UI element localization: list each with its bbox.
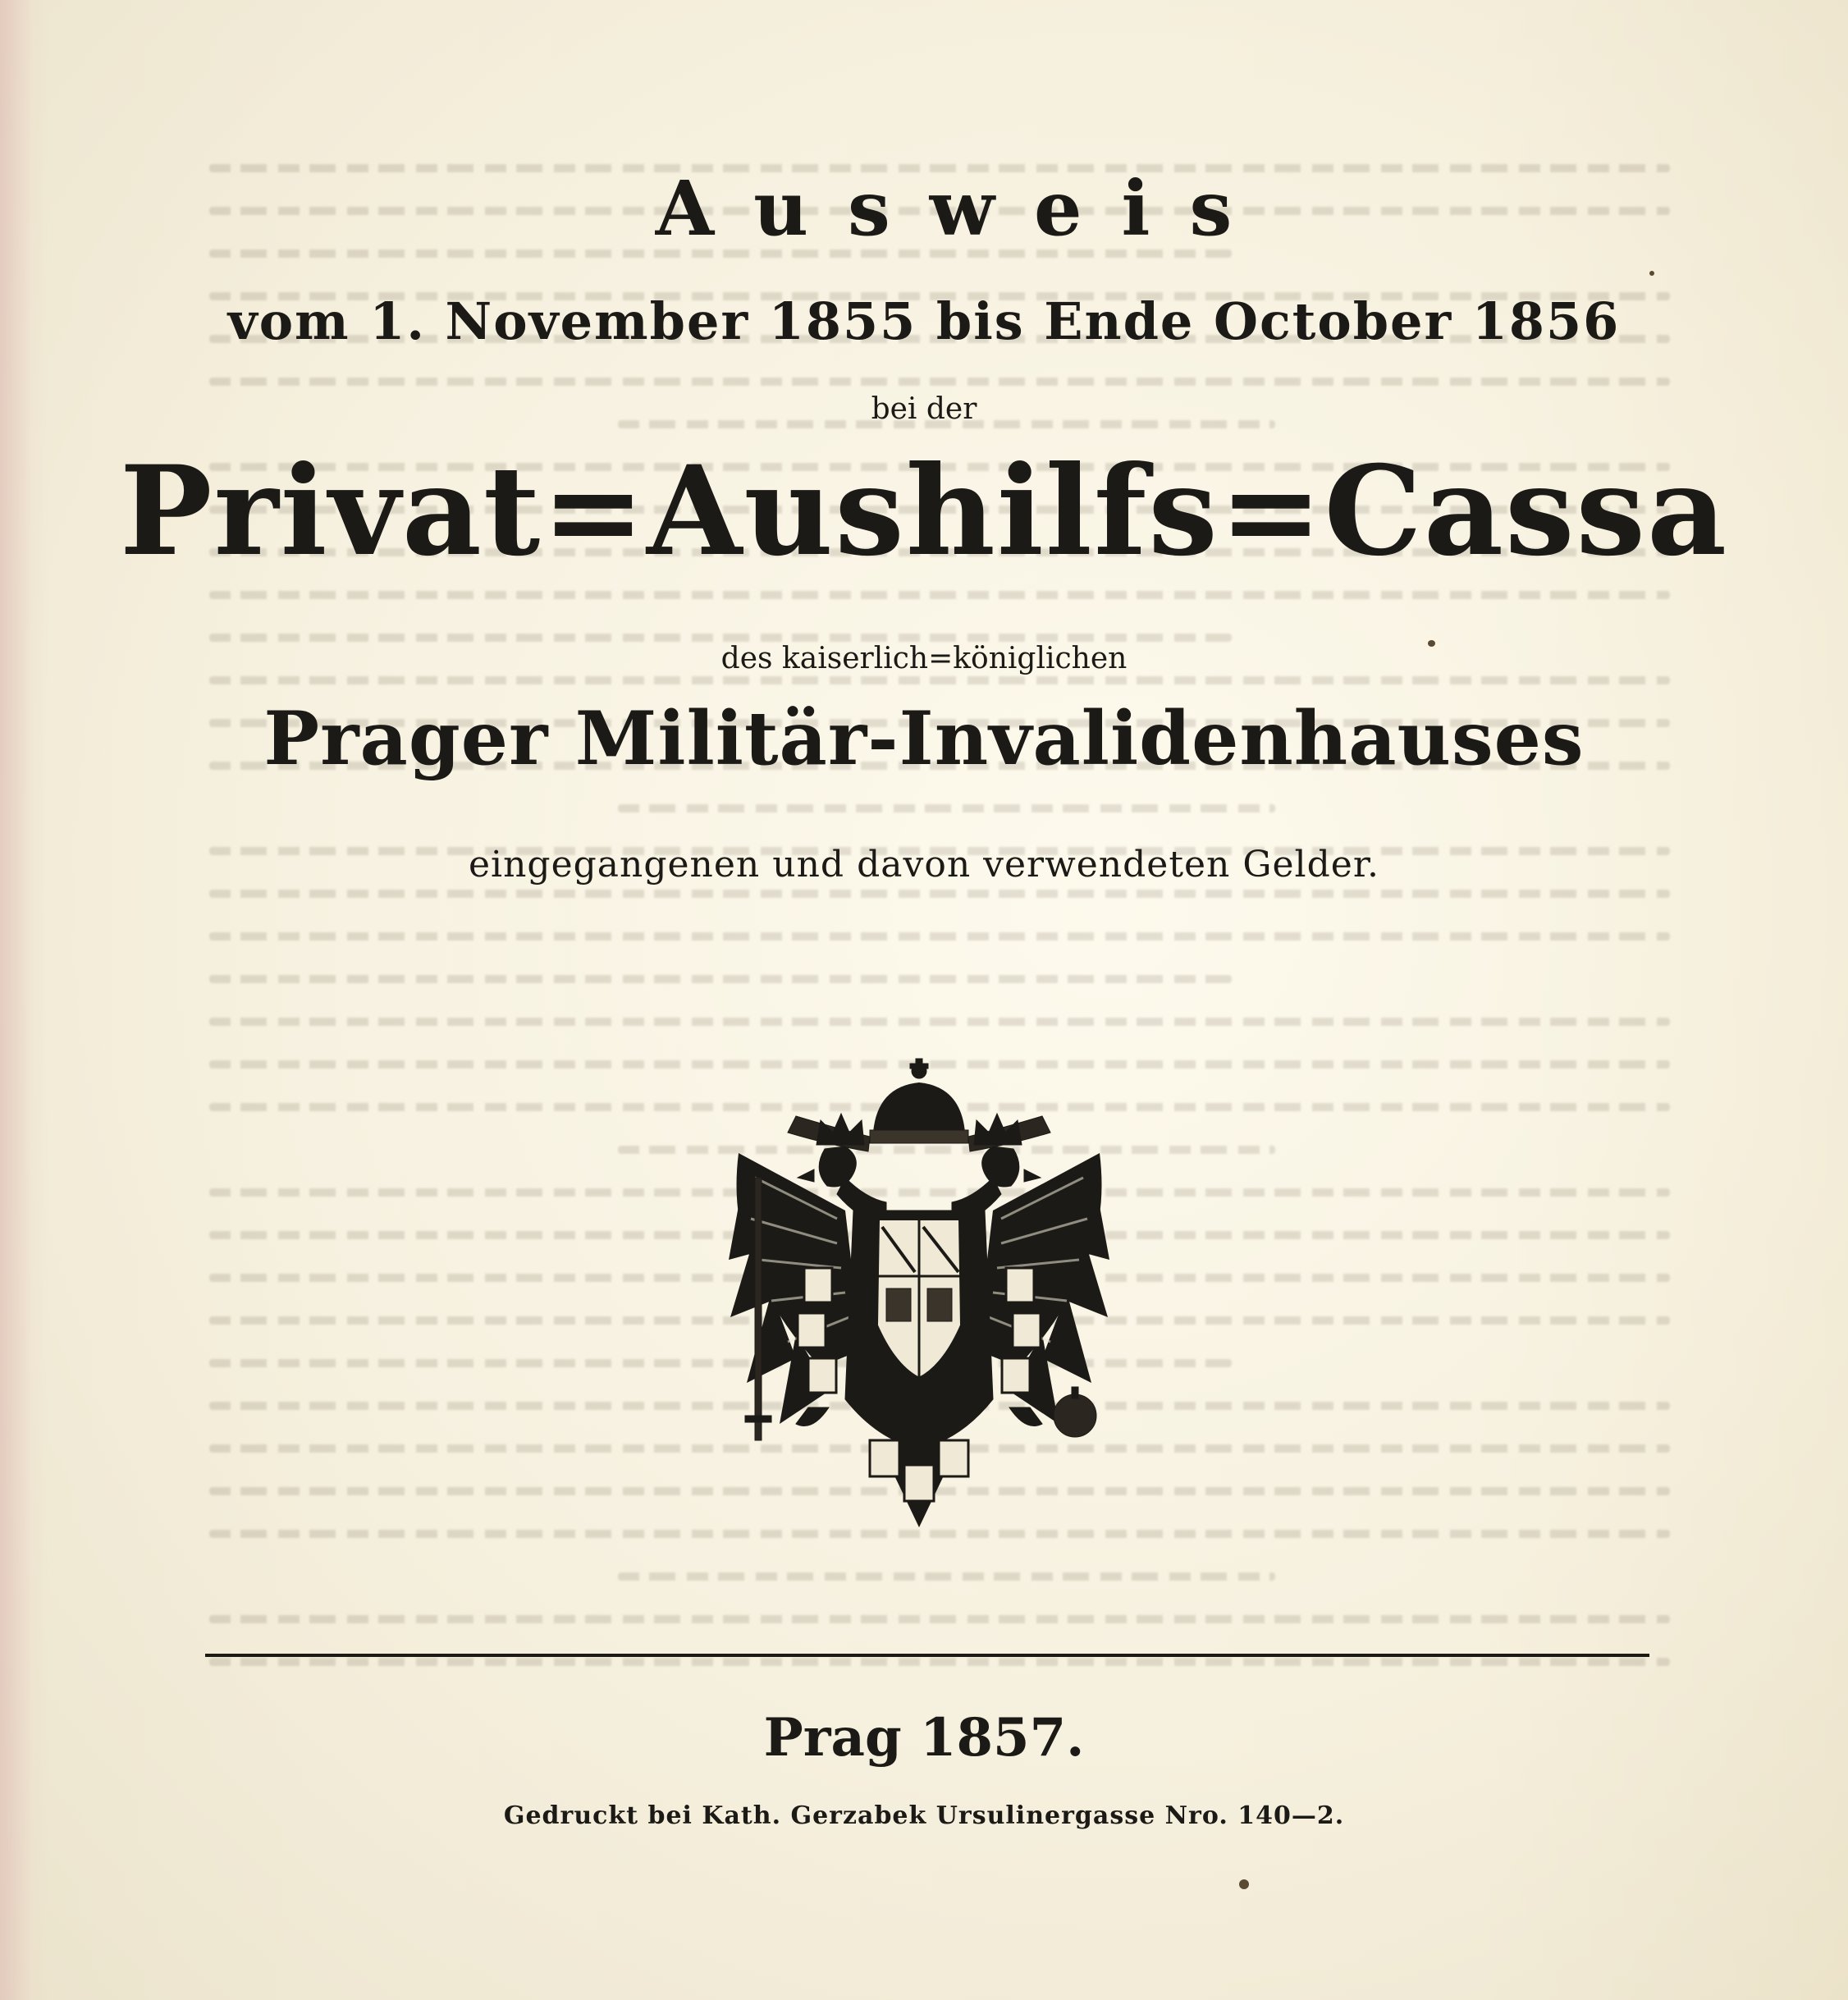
genitive-intro: des kaiserlich=königlichen — [720, 642, 1128, 675]
subject-line: eingegangenen und davon verwendeten Gelder. — [468, 844, 1380, 886]
document-title: Ausweis — [655, 164, 1272, 253]
double-headed-eagle-icon — [722, 1055, 1116, 1531]
paper-speck — [1239, 1879, 1249, 1889]
paper-speck — [1428, 640, 1435, 647]
place-and-year: Prag 1857. — [763, 1707, 1085, 1769]
paper-speck — [1649, 271, 1654, 276]
horizontal-rule — [205, 1654, 1649, 1657]
institution-owner: Prager Militär-Invalidenhauses — [263, 695, 1585, 782]
printer-imprint: Gedruckt bei Kath. Gerzabek Ursulinergasse Nro. 140—2. — [503, 1801, 1345, 1830]
period-line: vom 1. November 1855 bis Ende October 1856 — [227, 291, 1621, 351]
preposition-line: bei der — [871, 392, 977, 426]
institution-title: Privat=Aushilfs=Cassa — [119, 439, 1729, 584]
